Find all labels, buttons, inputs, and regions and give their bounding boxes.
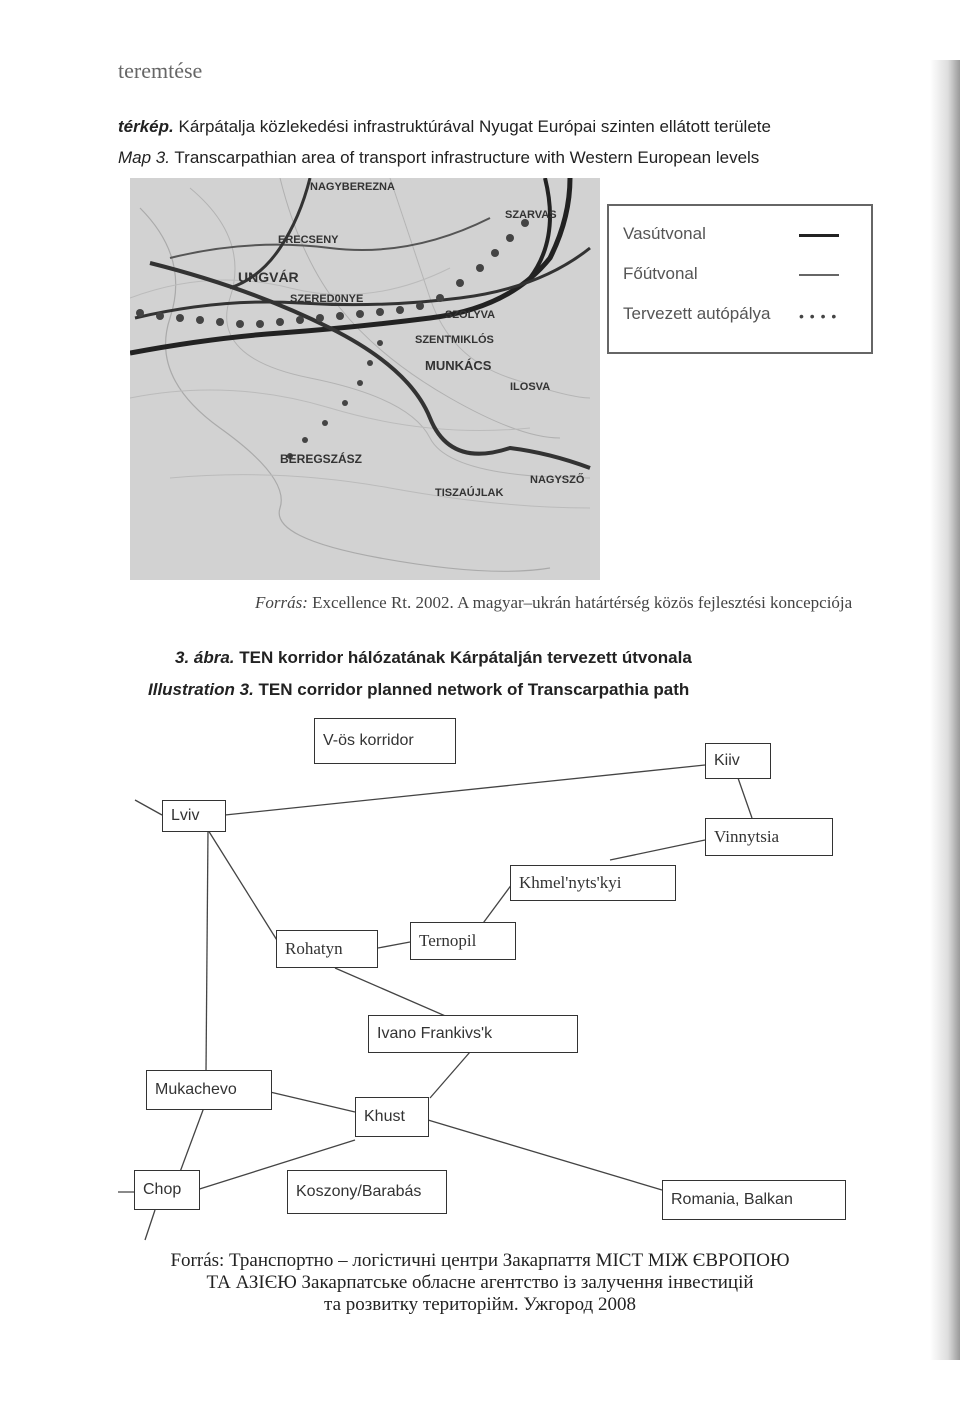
figure-title-hu-label: 3. ábra.	[175, 648, 235, 667]
legend-main-road-label: Főútvonal	[623, 264, 698, 283]
node-ivano-frankivsk: Ivano Frankivs'k	[368, 1015, 578, 1053]
node-khust: Khust	[355, 1097, 429, 1137]
diagram-source-line2: ТА АЗІЄЮ Закарпатське обласне агентство із залучення інвестицій	[206, 1272, 754, 1293]
node-koszony-barabas: Koszony/Barabás	[287, 1170, 447, 1214]
node-ternopil: Ternopil	[410, 922, 516, 960]
node-chop: Chop	[134, 1170, 200, 1210]
legend-planned-motorway-swatch: • • • •	[799, 308, 838, 324]
figure-title-en-text: TEN corridor planned network of Transcarpathia path	[258, 680, 690, 699]
node-vinnytsia: Vinnytsia	[705, 818, 833, 856]
map-source-label: Forrás:	[255, 593, 308, 612]
map-label: SZOLYVA	[445, 309, 496, 321]
map-caption-hu-label: térkép.	[118, 117, 174, 136]
node-romania-balkan: Romania, Balkan	[662, 1180, 846, 1220]
node-corridor: V-ös korridor	[314, 718, 456, 764]
map-label: ILOSVA	[510, 381, 551, 393]
diagram-source-line1: Forrás: Транспортно – логістичні центри Закарпаття МІСТ МІЖ ЄВРОПОЮ	[170, 1250, 790, 1271]
map-label: SZERED0NYE	[290, 293, 364, 305]
diagram-source	[0, 1250, 960, 1316]
map-source-text: Excellence Rt. 2002. A magyar–ukrán határtérség közös fejlesztési koncepciója	[312, 593, 853, 612]
map-label: SZENTMIKLÓS	[415, 334, 494, 346]
map-label: NAGYSZŐ	[530, 474, 585, 486]
map-label: UNGVÁR	[238, 269, 299, 285]
header-word: teremtése	[118, 58, 203, 83]
figure-title-hu-text: TEN korridor hálózatának Kárpátalján tervezett útvonala	[239, 648, 692, 667]
diagram-source-line3: та розвитку територійм. Ужгород 2008	[324, 1294, 636, 1315]
figure-title-en-label: Illustration 3.	[148, 680, 254, 699]
map-caption-hu-text: Kárpátalja közlekedési infrastruktúrával Nyugat Európai szinten ellátott területe	[178, 117, 771, 136]
map-label: BEREGSZÁSZ	[280, 452, 363, 466]
node-mukachevo: Mukachevo	[146, 1070, 272, 1110]
node-lviv: Lviv	[162, 800, 226, 832]
map-label: TISZAÚJLAK	[435, 487, 504, 499]
legend-railway-label: Vasútvonal	[623, 224, 706, 243]
legend-planned-motorway-label: Tervezett autópálya	[623, 304, 771, 323]
map-caption-en-text: Transcarpathian area of transport infrastructure with Western European levels	[174, 148, 760, 167]
map-label: SZARVAS	[505, 209, 557, 221]
map-label: MUNKÁCS	[425, 358, 492, 373]
node-kiiv: Kiiv	[705, 743, 771, 779]
map-label: NAGYBEREZNA	[310, 181, 395, 193]
node-rohatyn: Rohatyn	[276, 930, 378, 968]
map-caption-en-label: Map 3.	[118, 148, 170, 167]
map-label: ERECSENY	[278, 234, 339, 246]
node-khmelnytskyi: Khmel'nyts'kyi	[510, 865, 676, 901]
